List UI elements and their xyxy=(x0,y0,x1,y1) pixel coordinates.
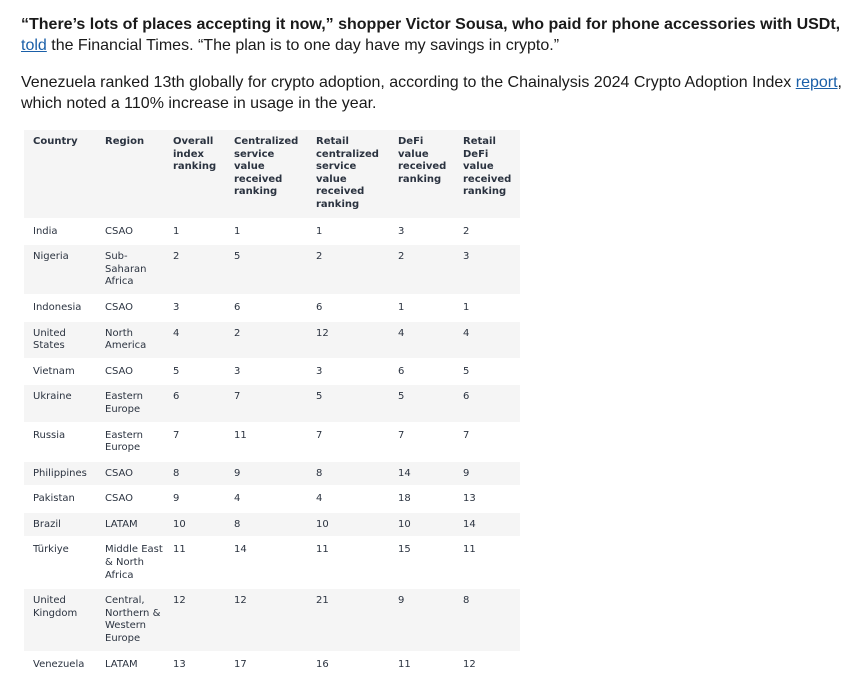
table-cell: 1 xyxy=(316,225,323,237)
table-cell: 13 xyxy=(173,658,186,670)
table-cell: 9 xyxy=(173,493,180,505)
table-cell: 12 xyxy=(173,595,186,607)
adoption-paragraph xyxy=(21,72,851,114)
table-cell: Philippines xyxy=(33,467,87,479)
column-header: Retail centralized service value received ranking xyxy=(316,136,379,210)
table-cell: Central, Northern & Western Europe xyxy=(105,595,161,645)
table-cell: 11 xyxy=(463,544,476,556)
table-row xyxy=(24,423,520,461)
table-cell: 9 xyxy=(234,467,241,479)
table-cell: 6 xyxy=(234,301,241,313)
table-cell: 5 xyxy=(463,365,470,377)
table-cell: 17 xyxy=(234,658,247,670)
table-cell: Middle East & North Africa xyxy=(105,544,163,581)
table-cell: 2 xyxy=(463,225,470,237)
table-cell: 1 xyxy=(463,301,470,313)
adoption-text: Venezuela ranked 13th globally for crypto adoption, according to the Chainalysis 2024 Crypto Adoption Index xyxy=(21,74,796,91)
table-row xyxy=(24,588,520,651)
table-cell: 1 xyxy=(173,225,180,237)
table-cell: 2 xyxy=(173,251,180,263)
quote-paragraph xyxy=(21,14,851,56)
table-cell: 15 xyxy=(398,544,411,556)
table-cell: 4 xyxy=(173,327,180,339)
table-cell: Pakistan xyxy=(33,493,75,505)
table-cell: Ukraine xyxy=(33,391,72,403)
quote-bold-text: “There’s lots of places accepting it now,” shopper Victor Sousa, who paid for phone accessories with USDt, xyxy=(21,16,841,33)
table-cell: 7 xyxy=(234,391,241,403)
table-cell: 6 xyxy=(316,301,323,313)
table-cell: Indonesia xyxy=(33,301,82,313)
table-cell: United Kingdom xyxy=(33,595,78,619)
table-cell: 6 xyxy=(173,391,180,403)
table-cell: 1 xyxy=(398,301,405,313)
table-cell: 7 xyxy=(398,429,405,441)
table-cell: 6 xyxy=(463,391,470,403)
table-cell: 11 xyxy=(173,544,186,556)
table-cell: 12 xyxy=(463,658,476,670)
table-cell: 5 xyxy=(173,365,180,377)
table-cell: 6 xyxy=(398,365,405,377)
table-cell: 8 xyxy=(463,595,470,607)
table-cell: Brazil xyxy=(33,518,61,530)
table-cell: Eastern Europe xyxy=(105,429,144,454)
table-cell: 18 xyxy=(398,493,411,505)
adoption-table xyxy=(24,130,520,676)
table-cell: 1 xyxy=(234,225,241,237)
table-cell: 7 xyxy=(173,429,180,441)
table-cell: 16 xyxy=(316,658,329,670)
table-cell: 3 xyxy=(398,225,405,237)
table-cell: 8 xyxy=(173,467,180,479)
table-cell: 3 xyxy=(316,365,323,377)
table-cell: 13 xyxy=(463,493,476,505)
column-header: Overall index ranking xyxy=(173,136,217,173)
table-cell: Nigeria xyxy=(33,251,69,263)
table-cell: 4 xyxy=(316,493,323,505)
table-cell: 5 xyxy=(234,251,241,263)
column-header: Region xyxy=(105,136,145,147)
told-link[interactable]: told xyxy=(21,37,47,54)
table-cell: 8 xyxy=(234,518,241,530)
table-cell: 9 xyxy=(463,467,470,479)
table-cell: 10 xyxy=(316,518,329,530)
table-cell: 4 xyxy=(398,327,405,339)
column-header: Centralized service value received ranking xyxy=(234,136,299,198)
table-cell: CSAO xyxy=(105,365,134,377)
table-cell: 4 xyxy=(234,493,241,505)
table-cell: Eastern Europe xyxy=(105,391,144,415)
table-row xyxy=(24,537,520,588)
table-body xyxy=(24,219,520,677)
report-link[interactable]: report xyxy=(795,74,838,91)
table-cell: United States xyxy=(33,327,66,352)
table-row xyxy=(24,219,520,245)
table-cell: 3 xyxy=(463,251,470,263)
adoption-table-container xyxy=(24,130,520,676)
table-row xyxy=(24,652,520,677)
table-row xyxy=(24,384,520,422)
table-cell: 21 xyxy=(316,595,329,607)
table-cell: LATAM xyxy=(105,658,138,670)
table-cell: Russia xyxy=(33,429,66,441)
table-row xyxy=(24,295,520,321)
table-cell: 11 xyxy=(234,429,247,441)
table-cell: Vietnam xyxy=(33,365,75,377)
table-row xyxy=(24,321,520,359)
table-cell: 11 xyxy=(316,544,329,556)
table-cell: 3 xyxy=(234,365,241,377)
table-cell: 10 xyxy=(398,518,411,530)
table-cell: Venezuela xyxy=(33,658,85,670)
table-row xyxy=(24,512,520,538)
table-header-row xyxy=(24,130,520,219)
table-cell: 7 xyxy=(463,429,470,441)
table-cell: 10 xyxy=(173,518,186,530)
table-cell: 2 xyxy=(316,251,323,263)
table-cell: CSAO xyxy=(105,301,134,313)
table-cell: 7 xyxy=(316,429,323,441)
table-cell: 9 xyxy=(398,595,405,607)
column-header: Retail DeFi value received ranking xyxy=(463,136,512,198)
table-cell: Türkiye xyxy=(33,544,69,556)
table-row xyxy=(24,359,520,385)
table-cell: 5 xyxy=(316,391,323,403)
table-cell: LATAM xyxy=(105,518,138,530)
table-cell: CSAO xyxy=(105,493,134,505)
table-cell: Sub-Saharan Africa xyxy=(105,251,147,288)
table-cell: North America xyxy=(105,327,147,352)
table-cell: CSAO xyxy=(105,225,134,237)
table-cell: 2 xyxy=(398,251,405,263)
table-cell: 5 xyxy=(398,391,405,403)
column-header: DeFi value received ranking xyxy=(398,136,447,185)
table-cell: 14 xyxy=(398,467,411,479)
table-cell: 3 xyxy=(173,301,180,313)
table-cell: 8 xyxy=(316,467,323,479)
quote-rest-text: the Financial Times. “The plan is to one day have my savings in crypto.” xyxy=(46,37,560,54)
table-cell: 12 xyxy=(234,595,247,607)
table-cell: 14 xyxy=(234,544,247,556)
adoption-text-end: , which noted a 110% increase in usage in the year. xyxy=(21,74,842,112)
table-row xyxy=(24,486,520,512)
table-cell: 4 xyxy=(463,327,470,339)
table-cell: India xyxy=(33,225,58,237)
table-cell: 11 xyxy=(398,658,411,670)
table-cell: 12 xyxy=(316,327,329,339)
column-header: Country xyxy=(33,136,78,147)
table-row xyxy=(24,461,520,487)
table-row xyxy=(24,244,520,295)
table-cell: CSAO xyxy=(105,467,134,479)
table-cell: 14 xyxy=(463,518,476,530)
table-cell: 2 xyxy=(234,327,241,339)
